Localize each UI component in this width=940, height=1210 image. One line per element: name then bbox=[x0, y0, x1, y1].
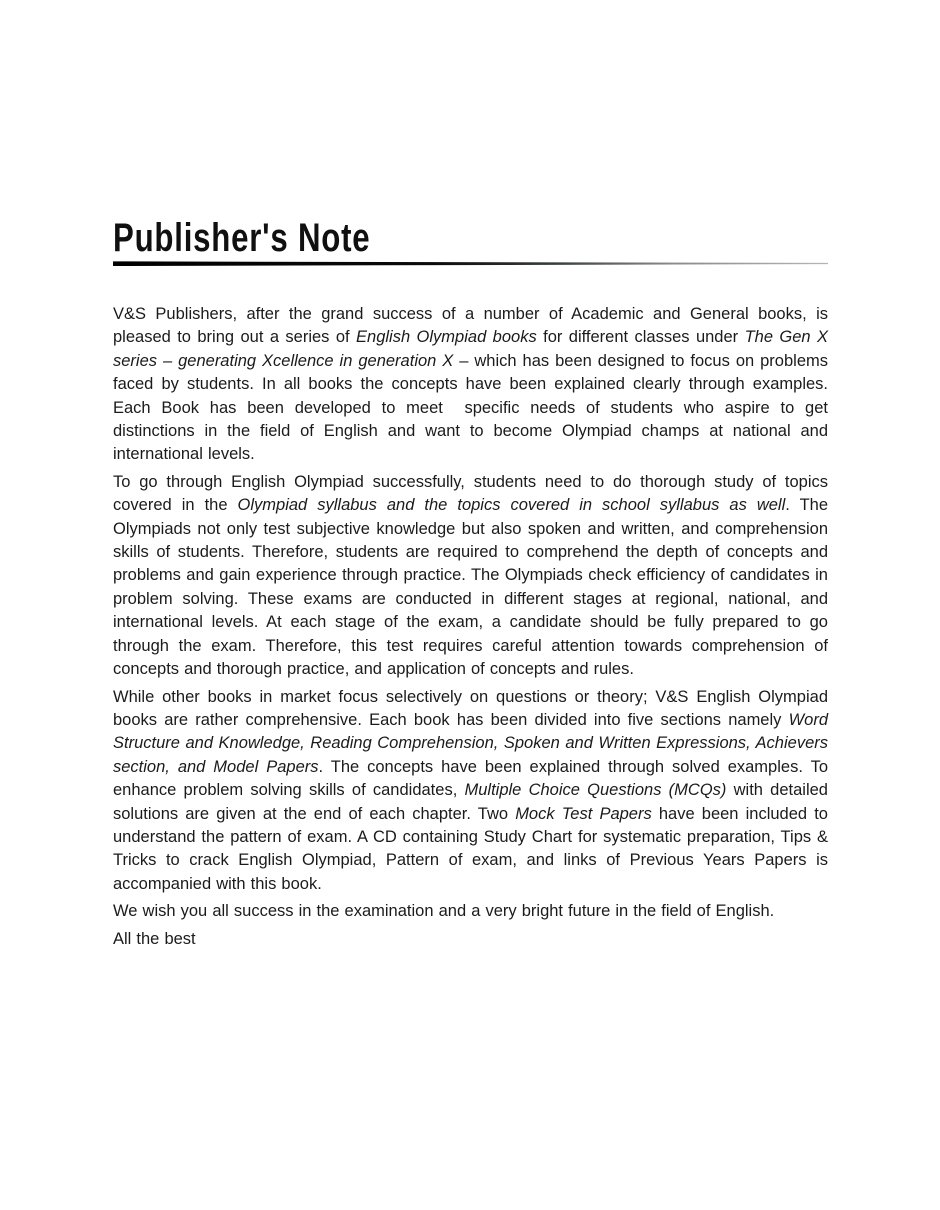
italic-text-segment: Olympiad syllabus and the topics covered in school syllabus as well bbox=[237, 496, 786, 515]
text-segment: . The Olympiads not only test subjective knowledge but also spoken and written, and comprehension skills of students. Therefore, students are required to comprehend the depth of concepts and problems and gain experience through practice. The Olympiads check efficiency of candidates in problem solving. These exams are conducted in different stages at regional, national, and international levels. At each stage of the exam, a candidate should be fully prepared to go through the exam. Therefore, this test requires careful attention towards comprehension of concepts and thorough practice, and application of concepts and rules. bbox=[113, 496, 828, 679]
text-segment: for different classes under bbox=[536, 328, 745, 347]
para-intro bbox=[113, 303, 828, 467]
italic-text-segment: Word Structure and Knowledge, Reading Comprehension, Spoken and Written Expressions, Achievers section, and Model Papers bbox=[113, 710, 828, 776]
text-segment: with detailed solutions are given at the end of each chapter. Two bbox=[113, 781, 828, 823]
page-content bbox=[113, 218, 828, 951]
page-title: Publisher's Note bbox=[113, 216, 371, 260]
italic-text-segment: English Olympiad books bbox=[356, 328, 537, 347]
para-olympiad-study bbox=[113, 471, 828, 682]
title-underline-rule bbox=[113, 261, 828, 266]
publisher-note-body bbox=[113, 303, 828, 951]
text-segment: While other books in market focus selectively on questions or theory; V&S English Olympiad books are rather comprehensive. Each book has been divided into five sections namely bbox=[113, 687, 828, 729]
text-segment: – which has been designed to focus on problems faced by students. In all books the concepts have been explained clearly through examples. Each Book has been developed to meet specific needs of students who aspire to get distinctions in the field of English and want to become Olympiad champs at national and international levels. bbox=[113, 351, 828, 464]
para-wish bbox=[113, 900, 828, 923]
para-book-sections bbox=[113, 686, 828, 897]
text-segment: We wish you all success in the examination and a very bright future in the field of English. bbox=[113, 902, 775, 921]
italic-text-segment: Mock Test Papers bbox=[515, 804, 652, 823]
italic-text-segment: The Gen X series – generating Xcellence in generation X bbox=[113, 328, 829, 370]
text-segment: To go through English Olympiad successfully, students need to do thorough study of topics covered in the bbox=[113, 472, 828, 515]
para-signoff bbox=[113, 928, 828, 951]
text-segment: V&S Publishers, after the grand success of a number of Academic and General books, is pleased to bring out a series of bbox=[113, 305, 828, 347]
text-segment: . The concepts have been explained through solved examples. To enhance problem solving skills of candidates, bbox=[113, 757, 828, 800]
text-segment: have been included to understand the pattern of exam. A CD containing Study Chart for systematic preparation, Tips & Tricks to crack English Olympiad, Pattern of exam, and links of Previous Years Papers is accompanied with this book. bbox=[113, 804, 828, 893]
italic-text-segment: Multiple Choice Questions (MCQs) bbox=[464, 781, 727, 800]
text-segment: All the best bbox=[113, 929, 196, 948]
